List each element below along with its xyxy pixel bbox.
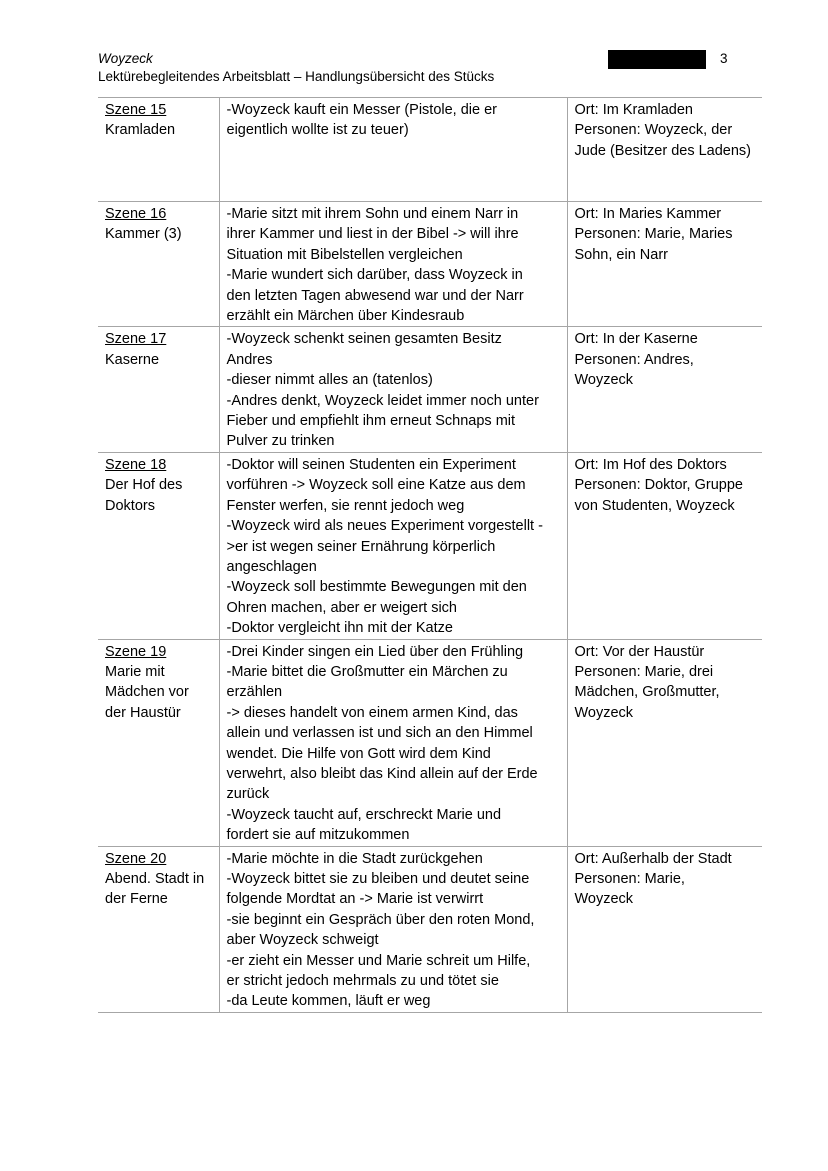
action-line: >er ist wegen seiner Ernährung körperlich: [226, 538, 496, 555]
action-line: folgende Mordtat an -> Marie ist verwirrt: [226, 891, 484, 908]
scene-row: [98, 846, 762, 1012]
scene-title-line: der Ferne: [105, 891, 168, 908]
scene-label-cell: [98, 98, 219, 202]
scene-action-cell: [219, 452, 567, 639]
action-line: allein und verlassen ist und sich an den Himmel: [226, 725, 533, 742]
info-line: Ort: In der Kaserne: [574, 331, 698, 348]
scene-row: [98, 639, 762, 846]
action-line: ihrer Kammer und liest in der Bibel -> will ihre: [226, 226, 519, 243]
info-line: Woyzeck: [574, 372, 634, 389]
info-line: Personen: Andres,: [574, 351, 694, 368]
scene-title-line: Marie mit: [105, 663, 165, 680]
action-line: Ohren machen, aber er weigert sich: [226, 599, 457, 616]
scene-info-cell: [567, 202, 762, 327]
info-line: Jude (Besitzer des Ladens): [574, 142, 752, 159]
scene-title-line: Kramladen: [105, 122, 176, 139]
info-line: Woyzeck: [574, 891, 634, 908]
scene-title-line: der Haustür: [105, 704, 181, 721]
action-line: -Marie möchte in die Stadt zurückgehen: [226, 850, 483, 867]
scene-label-cell: [98, 452, 219, 639]
scene-action-cell: [219, 202, 567, 327]
action-line: Fieber und empfiehlt ihm erneut Schnaps mit: [226, 413, 516, 430]
scene-title-line: Der Hof des: [105, 477, 183, 494]
action-line: -Doktor vergleicht ihn mit der Katze: [226, 620, 453, 637]
scene-action-cell: [219, 846, 567, 1012]
info-line: Mädchen, Großmutter,: [574, 684, 720, 701]
action-line: -Marie bittet die Großmutter ein Märchen zu: [226, 663, 508, 680]
action-line: erzählen: [226, 684, 283, 701]
scene-action-cell: [219, 327, 567, 452]
action-line: vorführen -> Woyzeck soll eine Katze aus dem: [226, 477, 526, 494]
scene-number: Szene 16: [105, 206, 167, 222]
scene-label-cell: [98, 639, 219, 846]
scene-title-line: Mädchen vor: [105, 684, 189, 701]
scene-row: [98, 327, 762, 452]
scene-action-cell: [219, 98, 567, 202]
scene-row: [98, 452, 762, 639]
scene-info-cell: [567, 327, 762, 452]
action-line: angeschlagen: [226, 558, 317, 575]
action-line: aber Woyzeck schweigt: [226, 932, 379, 949]
scene-number: Szene 20: [105, 850, 167, 867]
info-line: Personen: Marie, drei: [574, 663, 714, 680]
action-line: -sie beginnt ein Gespräch über den roten Mond,: [226, 911, 535, 928]
action-line: -Marie wundert sich darüber, dass Woyzeck in: [226, 267, 523, 284]
scene-title-line: Kaserne: [105, 351, 160, 368]
action-line: -Woyzeck schenkt seinen gesamten Besitz: [226, 331, 502, 348]
scene-info-cell: [567, 639, 762, 846]
scene-number: Szene 15: [105, 102, 167, 118]
scene-row: [98, 98, 762, 202]
action-line: -Woyzeck soll bestimmte Bewegungen mit den: [226, 579, 527, 596]
redaction-bar: [608, 50, 706, 69]
document-title: Woyzeck: [98, 51, 153, 66]
info-line: Ort: Außerhalb der Stadt: [574, 850, 732, 867]
action-line: -> dieses handelt von einem armen Kind, das: [226, 704, 518, 721]
action-line: -Drei Kinder singen ein Lied über den Frühling: [226, 643, 524, 660]
action-line: er stricht jedoch mehrmals zu und tötet sie: [226, 973, 499, 990]
info-line: Ort: Im Kramladen: [574, 102, 693, 118]
scene-overview-table: [98, 97, 762, 1013]
action-line: -da Leute kommen, läuft er weg: [226, 993, 431, 1010]
action-line: eigentlich wollte ist zu teuer): [226, 122, 409, 139]
scene-title-line: Kammer (3): [105, 226, 182, 243]
scene-number: Szene 18: [105, 456, 167, 473]
scene-info-cell: [567, 846, 762, 1012]
action-line: Pulver zu trinken: [226, 433, 335, 450]
action-line: verwehrt, also bleibt das Kind allein auf der Erde: [226, 765, 538, 782]
info-line: Personen: Marie, Maries: [574, 226, 733, 243]
action-line: -Doktor will seinen Studenten ein Experiment: [226, 456, 516, 473]
info-line: Ort: Vor der Haustür: [574, 643, 705, 660]
document-subtitle: Lektürebegleitendes Arbeitsblatt – Handlungsübersicht des Stücks: [98, 69, 495, 84]
scene-info-cell: [567, 98, 762, 202]
action-line: zurück: [226, 786, 270, 803]
info-line: Personen: Doktor, Gruppe: [574, 477, 743, 494]
info-line: Personen: Marie,: [574, 871, 685, 887]
action-line: Fenster werfen, sie rennt jedoch weg: [226, 497, 465, 514]
scene-title-line: Doktors: [105, 497, 155, 514]
scene-title-line: Abend. Stadt in: [105, 871, 205, 887]
info-line: Ort: In Maries Kammer: [574, 206, 722, 222]
info-line: von Studenten, Woyzeck: [574, 497, 735, 514]
scene-label-cell: [98, 327, 219, 452]
action-line: -er zieht ein Messer und Marie schreit um Hilfe,: [226, 952, 531, 969]
action-line: -Woyzeck bittet sie zu bleiben und deutet seine: [226, 871, 530, 887]
action-line: fordert sie auf mitzukommen: [226, 827, 410, 844]
action-line: erzählt ein Märchen über Kindesraub: [226, 308, 465, 325]
info-line: Personen: Woyzeck, der: [574, 122, 733, 139]
action-line: Andres: [226, 351, 273, 368]
action-line: -dieser nimmt alles an (tatenlos): [226, 372, 433, 389]
scene-action-cell: [219, 639, 567, 846]
info-line: Sohn, ein Narr: [574, 246, 668, 263]
page-number: 3: [720, 51, 728, 66]
scene-row: [98, 202, 762, 327]
info-line: Ort: Im Hof des Doktors: [574, 456, 727, 473]
scene-info-cell: [567, 452, 762, 639]
action-line: -Woyzeck wird als neues Experiment vorgestellt -: [226, 518, 543, 535]
scene-label-cell: [98, 202, 219, 327]
action-line: Situation mit Bibelstellen vergleichen: [226, 246, 463, 263]
action-line: -Marie sitzt mit ihrem Sohn und einem Narr in: [226, 206, 519, 222]
action-line: -Woyzeck kauft ein Messer (Pistole, die er: [226, 102, 497, 118]
action-line: -Woyzeck taucht auf, erschreckt Marie und: [226, 806, 502, 823]
action-line: den letzten Tagen abwesend war und der Narr: [226, 287, 524, 304]
info-line: Woyzeck: [574, 704, 634, 721]
action-line: wendet. Die Hilfe von Gott wird dem Kind: [226, 745, 491, 762]
scene-number: Szene 19: [105, 643, 167, 660]
action-line: -Andres denkt, Woyzeck leidet immer noch unter: [226, 392, 539, 409]
scene-label-cell: [98, 846, 219, 1012]
scene-number: Szene 17: [105, 331, 167, 348]
